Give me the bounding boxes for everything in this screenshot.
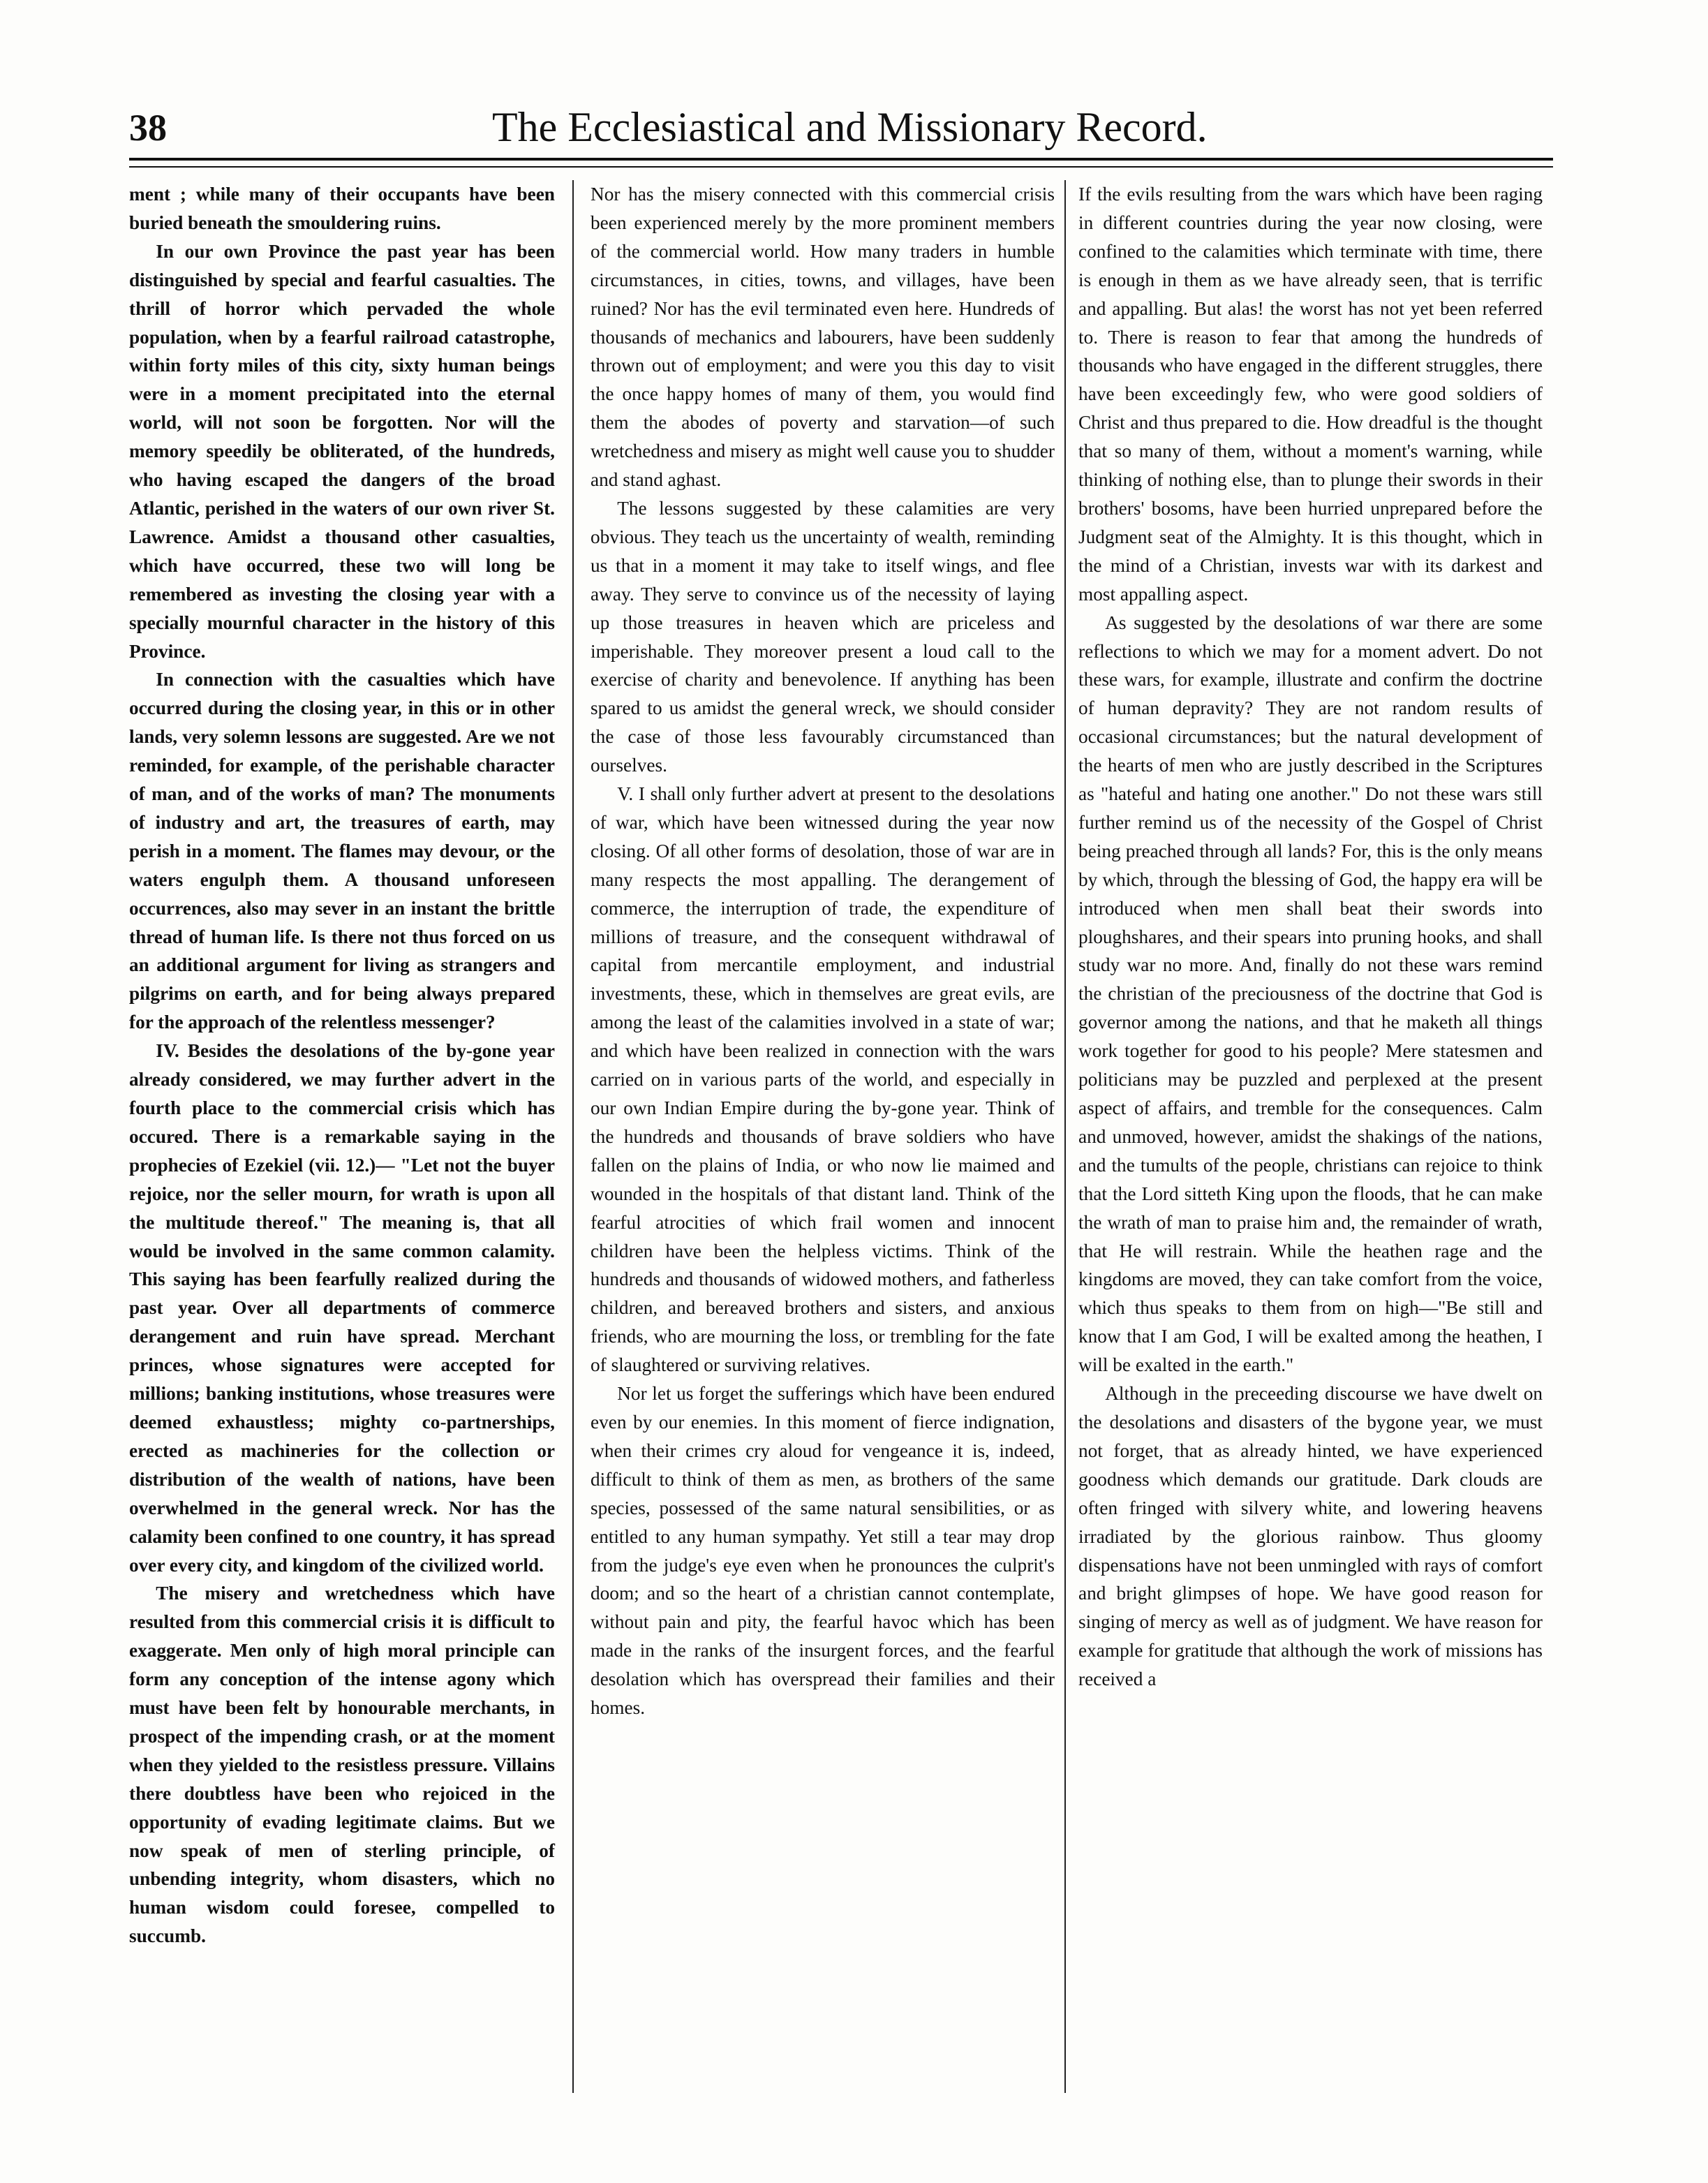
paragraph: Nor has the misery connected with this commercial crisis been experienced merely by the more prominent members of the commercial world. How many traders in humble circumstances, in cities, towns, and villages, have been ruined? Nor has the evil terminated even here. Hundreds of thousands of mechanics and labourers, have been suddenly thrown out of employment; and were you this day to visit the once happy homes of many of them, you would find them the abodes of poverty and starvation—of such wretchedness and misery as might well cause you to shudder and stand aghast. xyxy=(591,184,1055,491)
paragraph: The misery and wretchedness which have resulted from this commercial crisis it is difficult to exaggerate. Men only of high moral principle can form any conception of the intense agony which must have been felt by honourable merchants, in prospect of the impending crash, or at the moment when they yielded to the resistless pressure. Villains there doubtless have been who rejoiced in the opportunity of evading legitimate claims. But we now speak of men of sterling principle, of unbending integrity, whom disasters, which no human wisdom could foresee, compelled to succumb. xyxy=(129,1583,555,1947)
column-3 xyxy=(1078,180,1543,1694)
column-1 xyxy=(129,180,555,1951)
header-rule xyxy=(129,158,1553,161)
paragraph: The lessons suggested by these calamities are very obvious. They teach us the uncertainty of wealth, reminding us that in a moment it may take to itself wings, and flee away. They serve to convince us of the necessity of laying up those treasures in heaven which are priceless and imperishable. They moreover present a loud call to the exercise of charity and benevolence. If anything has been spared to us amidst the general wreck, we should consider the case of those less favourably circumstanced than ourselves. xyxy=(591,497,1055,776)
paragraph: In our own Province the past year has been distinguished by special and fearful casualties. The thrill of horror which pervaded the whole population, when by a fearful railroad catastrophe, within forty miles of this city, sixty human beings were in a moment precipitated into the eternal world, will not soon be forgotten. Nor will the memory speedily be obliterated, of the hundreds, who having escaped the dangers of the broad Atlantic, perished in the waters of our own river St. Lawrence. Amidst a thousand other casualties, which have occurred, these two will long be remembered as investing the closing year with a specially mournful character in the history of this Province. xyxy=(129,240,555,662)
paragraph: In connection with the casualties which have occurred during the closing year, in this or in other lands, very solemn lessons are suggested. Are we not reminded, for example, of the perishable character of man, and of the works of man? The monuments of industry and art, the treasures of earth, may perish in a moment. The flames may devour, or the waters engulph them. A thousand unforeseen occurrences, also may sever in an instant the brittle thread of human life. Is there not thus forced on us an additional argument for living as strangers and pilgrims on earth, and for being always prepared for the approach of the relentless messenger? xyxy=(129,669,555,1033)
column-divider xyxy=(1064,180,1066,2093)
paragraph: IV. Besides the desolations of the by-gone year already considered, we may further advert in the fourth place to the commercial crisis which has occured. There is a remarkable saying in the prophecies of Ezekiel (vii. 12.)— "Let not the buyer rejoice, nor the seller mourn, for wrath is upon all the multitude thereof." The meaning is, that all would be involved in the same common calamity. This saying has been fearfully realized during the past year. Over all departments of commerce derangement and ruin have spread. Merchant princes, whose signatures were accepted for millions; banking institutions, whose treasures were deemed exhaustless; mighty co-partnerships, erected as machineries for the collection or distribution of the wealth of nations, have been overwhelmed in the general wreck. Nor has the calamity been confined to one country, it has spread over every city, and kingdom of the civilized world. xyxy=(129,1040,555,1576)
header-rule-thin xyxy=(129,166,1553,168)
paragraph: Although in the preceeding discourse we have dwelt on the desolations and disasters of the bygone year, we must not forget, that as already hinted, we have experienced goodness which demands our gratitude. Dark clouds are often fringed with silvery white, and lowering heavens irradiated by the glorious rainbow. Thus gloomy dispensations have not been unmingled with rays of comfort and bright glimpses of hope. We have good reason for singing of mercy as well as of judgment. We have reason for example for gratitude that although the work of missions has received a xyxy=(1078,1383,1543,1690)
column-2 xyxy=(591,180,1055,1722)
paragraph: V. I shall only further advert at present to the desolations of war, which have been witnessed during the year now closing. Of all other forms of desolation, those of war are in many respects the most appalling. The derangement of commerce, the interruption of trade, the expenditure of millions of treasure, and the consequent withdrawal of capital from mercantile employment, and industrial investments, these, which in themselves are great evils, are among the least of the calamities involved in a state of war; and which have been realized in connection with the wars carried on in various parts of the world, and especially in our own Indian Empire during the by-gone year. Think of the hundreds and thousands of brave soldiers who have fallen on the plains of India, or who now lie maimed and wounded in the hospitals of that distant land. Think of the fearful atrocities of which frail women and innocent children have been the helpless victims. Think of the hundreds and thousands of widowed mothers, and fatherless children, and bereaved brothers and sisters, and anxious friends, who are mourning the loss, or trembling for the fate of slaughtered or surviving relatives. xyxy=(591,783,1055,1376)
paragraph: As suggested by the desolations of war there are some reflections to which we may for a moment advert. Do not these wars, for example, illustrate and confirm the doctrine of human depravity? They are not random results of occasional circumstances; but the natural development of the hearts of men who are justly described in the Scriptures as "hateful and hating one another." Do not these wars still further remind us of the necessity of the Gospel of Christ being preached through all lands? For, this is the only means by which, through the blessing of God, the happy era will be introduced when men shall beat their swords into ploughshares, and their spears into pruning hooks, and shall study war no more. And, finally do not these wars remind the christian of the preciousness of the doctrine that God is governor among the nations, and that he maketh all things work together for good to his people? Mere statesmen and politicians may be puzzled and perplexed at the present aspect of affairs, and tremble for the consequences. Calm and unmoved, however, amidst the shakings of the nations, and the tumults of the people, christians can rejoice to think that the Lord sitteth King upon the floods, that he can make the wrath of man to praise him and, the remainder of wrath, that He will restrain. While the heathen rage and the kingdoms are moved, they can take comfort from the voice, which thus speaks to them from on high—"Be still and know that I am God, I will be exalted among the heathen, I will be exalted in the earth." xyxy=(1078,612,1543,1376)
page-header xyxy=(129,103,1553,152)
paragraph: Nor let us forget the sufferings which have been endured even by our enemies. In this moment of fierce indignation, when their crimes cry aloud for vengeance it is, indeed, difficult to think of them as men, as brothers of the same species, possessed of the same natural sensibilities, or as entitled to any human sympathy. Yet still a tear may drop from the judge's eye even when he pronounces the culprit's doom; and so the heart of a christian cannot contemplate, without pain and pity, the fearful havoc which has been made in the ranks of the insurgent forces, and the fearful desolation which has overspread their families and their homes. xyxy=(591,1383,1055,1719)
paragraph: ment ; while many of their occupants have been buried beneath the smouldering ruins. xyxy=(129,184,555,233)
paragraph: If the evils resulting from the wars which have been raging in different countries during the year now closing, were confined to the calamities which terminate with time, there is enough in them as we have already seen, that is terrific and appalling. But alas! the worst has not yet been referred to. There is reason to fear that among the hundreds of thousands who have engaged in the different struggles, there have been exceedingly few, who were good soldiers of Christ and thus prepared to die. How dreadful is the thought that so many of them, without a moment's warning, while thinking of nothing else, than to plunge their swords in their brothers' bosoms, have been hurried unprepared before the Judgment seat of the Almighty. It is this thought, which in the mind of a Christian, invests war with its darkest and most appalling aspect. xyxy=(1078,184,1543,605)
running-title: The Ecclesiastical and Missionary Record. xyxy=(492,104,1208,150)
page-number: 38 xyxy=(129,107,167,149)
column-divider xyxy=(572,180,574,2093)
